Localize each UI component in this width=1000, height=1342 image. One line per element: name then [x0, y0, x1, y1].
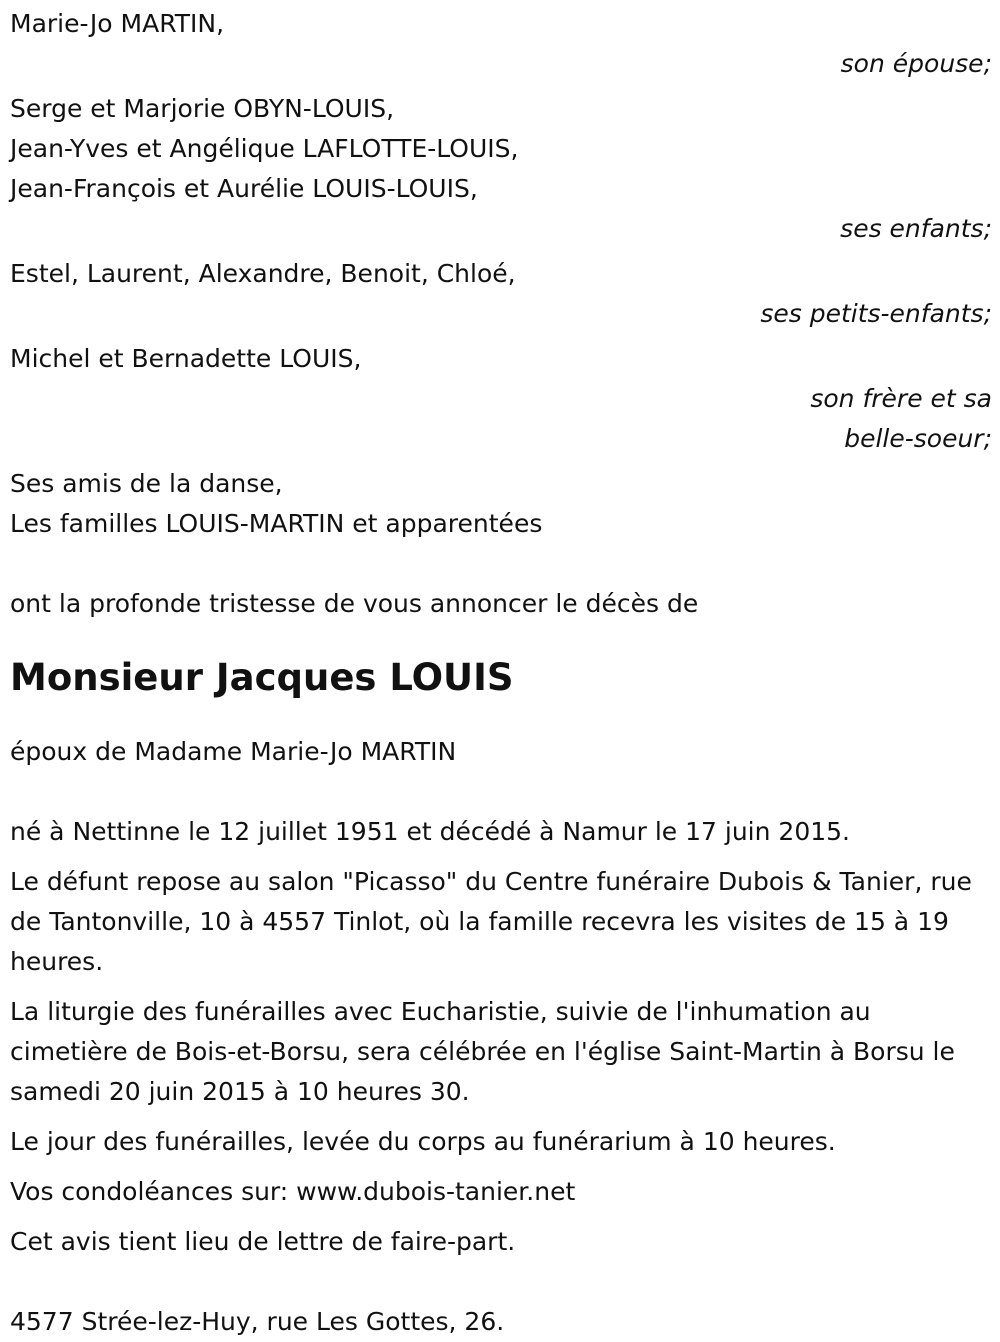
spacer [10, 772, 992, 812]
spacer [10, 702, 992, 732]
spouse-section [10, 4, 992, 84]
deceased-relation: époux de Madame Marie-Jo MARTIN [10, 737, 457, 766]
others-section [10, 464, 992, 544]
children-role: ses enfants; [840, 214, 992, 243]
condolences-info: Vos condoléances sur: www.dubois-tanier.net [10, 1177, 576, 1206]
repose-info: Le défunt repose au salon "Picasso" du Centre funéraire Dubois & Tanier, rue de Tantonville, 10 à 4557 Tinlot, où la famille recevra les visites de 15 à 19 heures. [10, 867, 972, 976]
birth-death-dates: né à Nettinne le 12 juillet 1951 et décédé à Namur le 17 juin 2015. [10, 817, 850, 846]
death-notice [10, 4, 992, 1342]
spouse-name: Marie-Jo MARTIN, [10, 9, 225, 38]
spouse-role: son épouse; [840, 49, 992, 78]
others-line: Les familles LOUIS-MARTIN et apparentées [10, 509, 543, 538]
spacer [10, 544, 992, 584]
grandchildren-role: ses petits-enfants; [760, 299, 992, 328]
grandchildren-names: Estel, Laurent, Alexandre, Benoit, Chloé, [10, 259, 516, 288]
siblings-role-line-1: son frère et sa [810, 384, 992, 413]
details-section [10, 812, 992, 1262]
child-name: Serge et Marjorie OBYN-LOUIS, [10, 94, 395, 123]
child-name: Jean-Yves et Angélique LAFLOTTE-LOUIS, [10, 134, 519, 163]
siblings-section [10, 339, 992, 459]
child-name: Jean-François et Aurélie LOUIS-LOUIS, [10, 174, 478, 203]
siblings-names: Michel et Bernadette LOUIS, [10, 344, 362, 373]
deceased-name: Monsieur Jacques LOUIS [10, 656, 514, 699]
spacer [10, 1272, 992, 1302]
siblings-role-line-2: belle-soeur; [844, 424, 992, 453]
spacer [10, 624, 992, 654]
funeral-info: La liturgie des funérailles avec Eucharistie, suivie de l'inhumation au cimetière de Bois-et-Borsu, sera célébrée en l'église Saint-Martin à Borsu le samedi 20 juin 2015 à 10 heures 30. [10, 997, 955, 1106]
others-line: Ses amis de la danse, [10, 469, 283, 498]
announcement-text: ont la profonde tristesse de vous annoncer le décès de [10, 589, 699, 618]
notice-info: Cet avis tient lieu de lettre de faire-part. [10, 1227, 516, 1256]
family-address: 4577 Strée-lez-Huy, rue Les Gottes, 26. [10, 1307, 505, 1336]
grandchildren-section [10, 254, 992, 334]
levee-info: Le jour des funérailles, levée du corps au funérarium à 10 heures. [10, 1127, 836, 1156]
children-section [10, 89, 992, 249]
